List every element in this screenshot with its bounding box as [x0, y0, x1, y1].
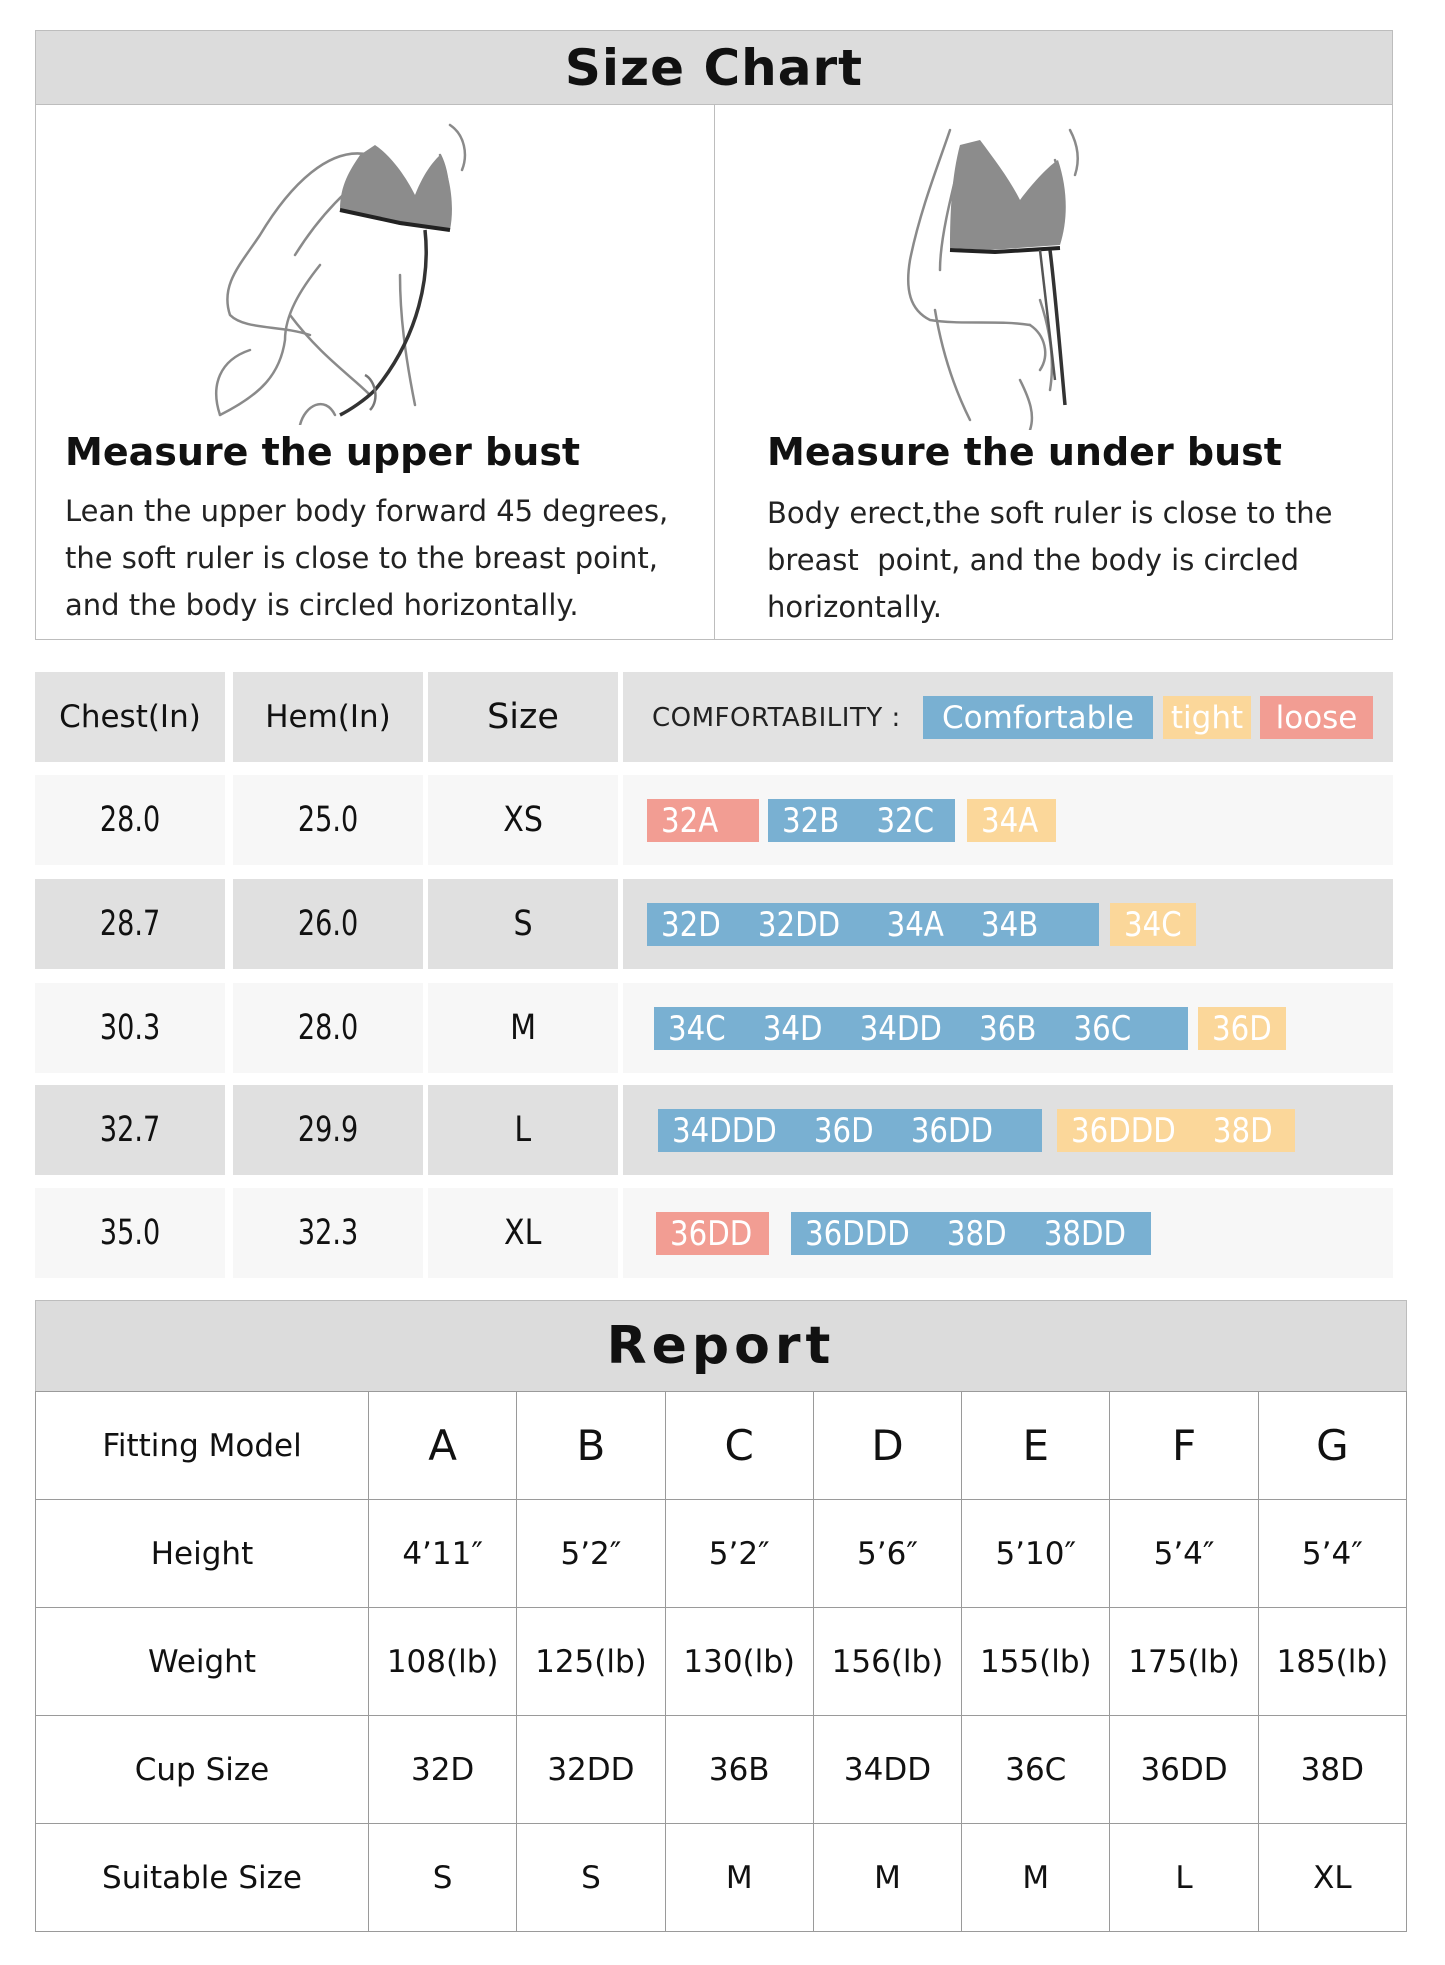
- report-value: 36B: [665, 1716, 813, 1824]
- upper-bust-line: Lean the upper body forward 45 degrees,: [65, 494, 669, 528]
- bra-size-band-text: 36D: [1212, 1008, 1272, 1049]
- report-value: S: [517, 1824, 665, 1932]
- size-cell-value: M: [510, 1008, 536, 1048]
- under-bust-line: breast point, and the body is circled: [767, 543, 1300, 577]
- hem-cell: [233, 775, 423, 865]
- legend-loose: loose: [1260, 696, 1373, 739]
- chest-cell: [35, 1085, 225, 1175]
- size-header: Size: [428, 672, 618, 762]
- report-value: 36C: [962, 1716, 1110, 1824]
- size-chart-title: Size Chart: [35, 30, 1393, 105]
- hem-cell: [233, 983, 423, 1073]
- bra-size-band-blue: [647, 903, 1099, 946]
- report-value: 5’2″: [517, 1500, 665, 1608]
- bra-size-band-blue: [768, 799, 955, 842]
- under-bust-instructions: [767, 490, 1387, 631]
- report-value: 5’10″: [962, 1500, 1110, 1608]
- chest-cell-value: 35.0: [99, 1213, 161, 1253]
- bra-size-band-text: 34DDD 36D 36DD: [672, 1110, 994, 1151]
- size-cell: [428, 1085, 618, 1175]
- bra-size-band-text: 36DDD 38D: [1071, 1110, 1273, 1151]
- report-value: 156(lb): [813, 1608, 961, 1716]
- report-value: 38D: [1258, 1716, 1406, 1824]
- hem-cell: [233, 879, 423, 969]
- under-bust-line: horizontally.: [767, 590, 942, 624]
- report-value: 5’2″: [665, 1500, 813, 1608]
- report-value: 155(lb): [962, 1608, 1110, 1716]
- chest-cell-value: 32.7: [99, 1110, 161, 1150]
- bra-size-band-orange: [1057, 1109, 1295, 1152]
- report-value: 32D: [369, 1716, 517, 1824]
- report-value: S: [369, 1824, 517, 1932]
- bra-size-band-blue: [658, 1109, 1042, 1152]
- fitting-model-label: Fitting Model: [36, 1392, 369, 1500]
- bra-size-band-text: 34C: [1124, 904, 1182, 945]
- report-row-label: Suitable Size: [36, 1824, 369, 1932]
- report-value: 4’11″: [369, 1500, 517, 1608]
- legend-tight: tight: [1163, 696, 1251, 739]
- model-letter: E: [962, 1392, 1110, 1500]
- bra-size-band-blue: [791, 1212, 1151, 1255]
- chest-cell: [35, 879, 225, 969]
- hem-cell-value: 25.0: [297, 800, 359, 840]
- hem-cell: [233, 1085, 423, 1175]
- size-cell: [428, 983, 618, 1073]
- report-value: 5’4″: [1110, 1500, 1258, 1608]
- upper-bust-line: the soft ruler is close to the breast point,: [65, 541, 658, 575]
- legend-comfortable: Comfortable: [923, 696, 1153, 739]
- under-bust-line: Body erect,the soft ruler is close to the: [767, 496, 1333, 530]
- bra-size-band-text: 36DDD 38D 38DD: [805, 1213, 1127, 1254]
- hem-cell-value: 28.0: [297, 1008, 359, 1048]
- report-value: M: [962, 1824, 1110, 1932]
- panel-divider: [714, 105, 715, 640]
- bra-size-band-pink: [647, 799, 759, 842]
- report-value: XL: [1258, 1824, 1406, 1932]
- report-row: [36, 1824, 1407, 1932]
- report-value: L: [1110, 1824, 1258, 1932]
- model-letter: B: [517, 1392, 665, 1500]
- size-cell: [428, 879, 618, 969]
- bra-size-band-text: 32D 32DD 34A 34B: [661, 904, 1039, 945]
- report-row-label: Cup Size: [36, 1716, 369, 1824]
- report-row: [36, 1716, 1407, 1824]
- hem-cell-value: 29.9: [297, 1110, 359, 1150]
- report-value: M: [665, 1824, 813, 1932]
- size-cell-value: XS: [503, 800, 543, 840]
- size-cell: [428, 1188, 618, 1278]
- report-value: 32DD: [517, 1716, 665, 1824]
- upper-bust-line: and the body is circled horizontally.: [65, 588, 579, 622]
- report-value: M: [813, 1824, 961, 1932]
- bra-size-band-orange: [1110, 903, 1196, 946]
- model-letter: D: [813, 1392, 961, 1500]
- chest-cell-value: 28.0: [99, 800, 161, 840]
- bra-size-band-text: 32A: [661, 800, 719, 841]
- upper-bust-instructions: [65, 488, 705, 629]
- upper-bust-illustration-icon: [200, 115, 540, 425]
- chest-cell: [35, 775, 225, 865]
- bra-size-band-orange: [967, 799, 1056, 842]
- bra-size-band-blue: [654, 1007, 1188, 1050]
- size-cell-value: L: [514, 1110, 532, 1150]
- size-cell-value: S: [513, 904, 533, 944]
- model-letter: C: [665, 1392, 813, 1500]
- model-letter: A: [369, 1392, 517, 1500]
- report-value: 5’4″: [1258, 1500, 1406, 1608]
- report-row-fitting-model: [36, 1392, 1407, 1500]
- bra-size-band-text: 36DD: [670, 1213, 753, 1254]
- report-value: 185(lb): [1258, 1608, 1406, 1716]
- report-value: 130(lb): [665, 1608, 813, 1716]
- report-row-label: Height: [36, 1500, 369, 1608]
- report-table: [35, 1391, 1407, 1932]
- report-value: 125(lb): [517, 1608, 665, 1716]
- bra-size-band-text: 34C 34D 34DD 36B 36C: [668, 1008, 1132, 1049]
- chest-cell: [35, 983, 225, 1073]
- model-letter: F: [1110, 1392, 1258, 1500]
- size-cell-value: XL: [504, 1213, 542, 1253]
- report-value: 36DD: [1110, 1716, 1258, 1824]
- size-cell: [428, 775, 618, 865]
- chest-header: Chest(In): [35, 672, 225, 762]
- report-row: [36, 1608, 1407, 1716]
- bra-size-band-orange: [1198, 1007, 1286, 1050]
- report-row-label: Weight: [36, 1608, 369, 1716]
- report-value: 108(lb): [369, 1608, 517, 1716]
- bra-size-band-text: 32B 32C: [782, 800, 935, 841]
- hem-header: Hem(In): [233, 672, 423, 762]
- bra-size-band-pink: [656, 1212, 769, 1255]
- bra-size-band-text: 34A: [981, 800, 1039, 841]
- hem-cell-value: 32.3: [297, 1213, 359, 1253]
- hem-cell: [233, 1188, 423, 1278]
- model-letter: G: [1258, 1392, 1406, 1500]
- report-value: 34DD: [813, 1716, 961, 1824]
- upper-bust-title: Measure the upper bust: [65, 430, 581, 474]
- under-bust-illustration-icon: [880, 120, 1220, 430]
- under-bust-title: Measure the under bust: [767, 430, 1282, 474]
- report-value: 175(lb): [1110, 1608, 1258, 1716]
- report-value: 5’6″: [813, 1500, 961, 1608]
- chest-cell-value: 30.3: [99, 1008, 161, 1048]
- chest-cell: [35, 1188, 225, 1278]
- hem-cell-value: 26.0: [297, 904, 359, 944]
- report-title: Report: [35, 1300, 1407, 1392]
- comfortability-label: COMFORTABILITY :: [652, 703, 901, 733]
- chest-cell-value: 28.7: [99, 904, 161, 944]
- report-row: [36, 1500, 1407, 1608]
